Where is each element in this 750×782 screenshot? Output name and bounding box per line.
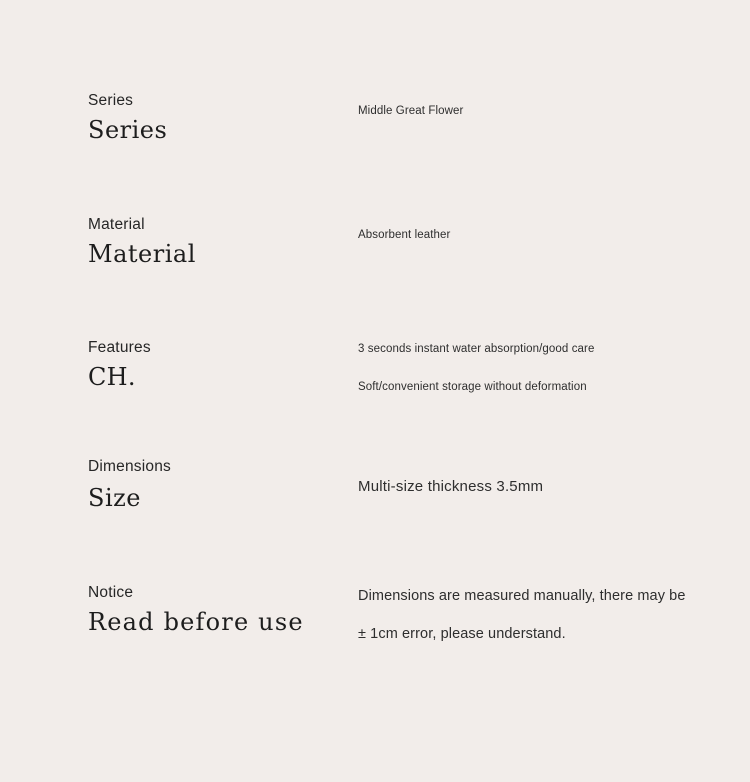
spec-label-small: Material xyxy=(88,216,145,233)
spec-label-small: Series xyxy=(88,92,134,109)
spec-value: Dimensions are measured manually, there may be xyxy=(358,588,686,604)
spec-value: Middle Great Flower xyxy=(358,105,464,117)
spec-label-group xyxy=(88,584,338,637)
spec-value: 3 seconds instant water absorption/good care xyxy=(358,343,595,355)
spec-label-large: CH. xyxy=(88,362,136,391)
spec-label-large: Size xyxy=(88,483,141,512)
spec-value-group xyxy=(358,228,718,244)
spec-value-group xyxy=(358,104,718,120)
spec-label-group xyxy=(88,339,338,392)
spec-label-small: Features xyxy=(88,339,151,356)
spec-value-group xyxy=(358,585,698,646)
spec-value: Multi-size thickness 3.5mm xyxy=(358,478,544,495)
spec-label-large: Series xyxy=(88,115,168,144)
spec-value-group xyxy=(358,342,718,395)
spec-label-group xyxy=(88,92,338,145)
spec-label-large: Read before use xyxy=(88,607,304,636)
spec-value: Absorbent leather xyxy=(358,229,451,241)
spec-value-group xyxy=(358,477,718,497)
spec-value: Soft/convenient storage without deformation xyxy=(358,380,587,393)
spec-label-small: Dimensions xyxy=(88,458,171,475)
spec-value: ± 1cm error, please understand. xyxy=(358,626,566,643)
spec-label-large: Material xyxy=(88,239,196,268)
spec-label-group xyxy=(88,216,338,269)
spec-label-small: Notice xyxy=(88,584,134,601)
spec-label-group xyxy=(88,458,338,513)
